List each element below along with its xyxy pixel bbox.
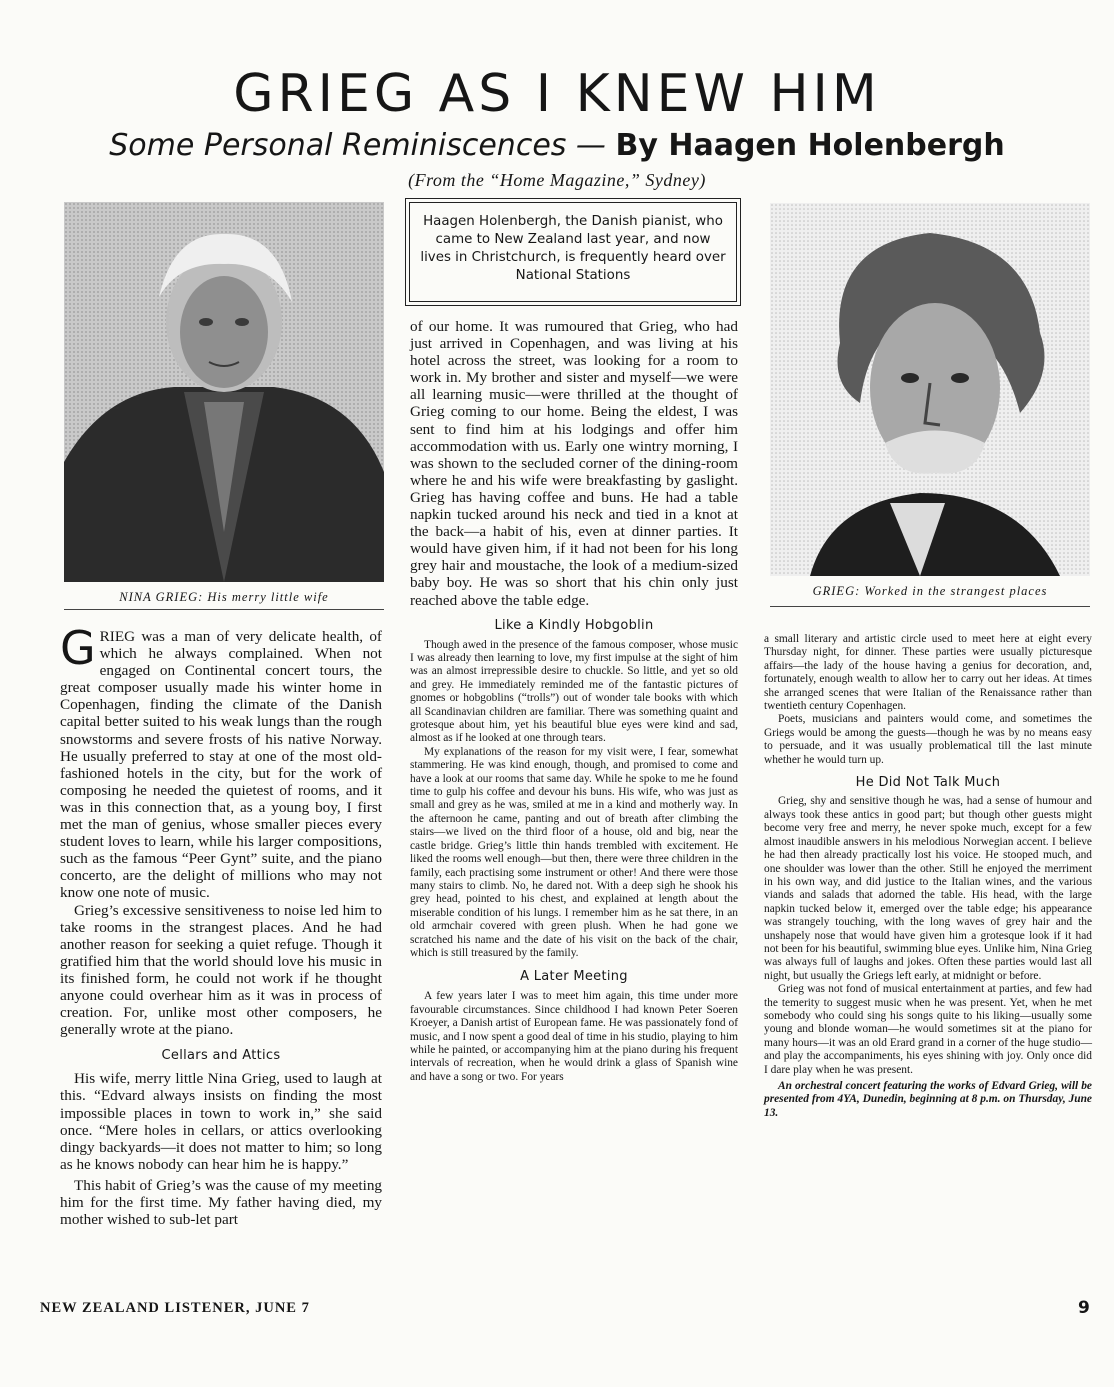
column-1 bbox=[60, 621, 382, 1229]
subhead-cellars-and-attics: Cellars and Attics bbox=[161, 1048, 281, 1064]
portrait-image bbox=[64, 202, 384, 582]
paragraph-opening bbox=[60, 621, 382, 902]
paragraph: My explanations of the reason for my visit were, I fear, somewhat stammering. He was kind enough, though, and promised to come and have a look at our rooms that same day. While he spoke to me he found time to gulp his coffee and devour his buns. His wife, who was just as small and grey as he was, smiled at me in a kind and motherly way. In the afternoon he came, panting and out of breath after climbing the stairs—we lived on the third floor of a house, old and big, near the castle bridge. Grieg’s little thin hands trembled with excitement. He liked the rooms well enough—but then, there were three children in the family, each practising some instrument or other! And there were those many stairs to climb. No, he dared not. With a deep sigh he shook his grey head, pointed to his chest, and explained at length about the miserable condition of his lungs. I remember him as he sat there, in an old armchair covered with green plush. When he had gone we scratched his name and the date of his visit on the back of the chair, which is still treasured by the family. bbox=[410, 745, 738, 959]
article-byline: By Haagen Holenbergh bbox=[615, 128, 1005, 163]
paragraph: Grieg, shy and sensitive though he was, had a sense of humour and always took these antics in good part; but though other guests might become very free and merry, he never spoke much, except for a few almost inaudible answers in his melodious Norwegian accent. I believe he had then already practically lost his voice. He stooped much, and one shoulder was lower than the other. Still he enjoyed the merriment in his own way, and did justice to the Italian wines, and the various viands and salads that adorned the table. His head, with the large napkin tucked below it, emerged over the table edge; his appearance was strangely touching, with the long waves of grey hair and the unshapely nose that would have given him a grotesque look if it had not been for his beautiful, swimming blue eyes. Unlike him, Nina Grieg was always full of laughs and jokes. Often these parties would last all night, but usually the Griegs left early, at midnight or before. bbox=[764, 795, 1092, 982]
paragraph: His wife, merry little Nina Grieg, used to laugh at this. “Edvard always insists on finding the most impossible places in town to work in,” she said once. “Mere holes in cellars, or attics overlooking dingy backyards—it does not matter to him; so long as he knows nobody can hear him he is happy.” bbox=[60, 1070, 382, 1173]
article-source: (From the “Home Magazine,” Sydney) bbox=[408, 170, 706, 190]
paragraph: Poets, musicians and painters would come, and sometimes the Griegs would be among the guests—though he was by no means easy to persuade, and it was usually problematical till the last minute whether he would turn up. bbox=[764, 713, 1092, 766]
paragraph: a small literary and artistic circle used to meet here at eight every Thursday night, for dinner. These parties were usually picturesque affairs—the lady of the house having a genius for decoration, and, fortunately, enough wealth to allow her to carry out her ideas. At times she arranged scenes that were Italian of the Renaissance rather than twentieth century Copenhagen. bbox=[764, 633, 1092, 713]
paragraph-text: RIEG was a man of very delicate health, of which he always complained. When not engaged on Continental concert tours, the great composer usually made his winter home in Copenhagen, finding the climate of the Danish capital better suited to his weak lungs than the rough snowstorms and severe frosts of his native Norway. He usually preferred to stay at one of the most old-fashioned hotels in the city, but for the work of composing he needed the quietest of rooms, and it was in this connection that, as a young boy, I first met the man of genius, whose smaller pieces every student loves to learn, while his larger compositions, such as the famous “Peer Gynt” suite, and the piano concerto, are the delight of millions who may not know one note of music. bbox=[60, 628, 382, 902]
paragraph: Grieg was not fond of musical entertainment at parties, and few had the temerity to suggest music when he was present. Yet, when he met somebody who could sing his songs quite to his liking—usually some young and blonde woman—he would sometimes sit at the piano for many hours—it was an old Erard grand in a corner of the huge studio—and play the accompaniments, his eyes shining with joy. Only once did I dare play when he was present. bbox=[764, 983, 1092, 1076]
portrait-image bbox=[770, 203, 1090, 576]
subhead-like-a-kindly-hobgoblin: Like a Kindly Hobgoblin bbox=[494, 617, 654, 633]
caption-rule bbox=[64, 609, 384, 610]
paragraph: This habit of Grieg’s was the cause of my meeting him for the first time. My father having died, my mother wished to sub-let part bbox=[60, 1176, 382, 1229]
column-3 bbox=[764, 633, 1092, 1120]
intro-text: Haagen Holenbergh, the Danish pianist, who came to New Zealand last year, and now lives in Christchurch, is frequently heard over National Stations bbox=[420, 214, 726, 283]
column-2 bbox=[410, 318, 738, 1084]
subhead-a-later-meeting: A Later Meeting bbox=[520, 969, 628, 985]
article-subtitle-line bbox=[0, 124, 1114, 168]
paragraph: Grieg’s excessive sensitiveness to noise led him to take rooms in the strangest places. And he had another reason for seeking a quiet refuge. Though it gratified him that the world should love his music in its finished form, he could not work if he thought anyone could overhear him as it was in process of creation. For, unlike most other composers, he generally wrote at the piano. bbox=[60, 901, 382, 1039]
page-number: 9 bbox=[1078, 1298, 1090, 1318]
article-headline: GRIEG AS I KNEW HIM bbox=[233, 64, 881, 124]
grieg-caption: GRIEG: Worked in the strangest places bbox=[812, 584, 1048, 598]
paragraph: of our home. It was rumoured that Grieg, who had just arrived in Copenhagen, and was living at his hotel across the street, was looking for a room to work in. My brother and sister and myself—we were all learning music—were thrilled at the thought of Grieg coming to our home. Being the eldest, I was sent to find him at his lodgings and offer him accommodation with us. Early one wintry morning, I was shown to the secluded corner of the dining-room where he and his wife were breakfasting by gaslight. Grieg has having coffee and buns. He had a table napkin tucked around his neck and tied in a knot at the back—a habit of his, even at dinner parties. It would have given him, if it had not been for his long grey hair and moustache, the look of a medium-sized baby boy. He was so short that his chin only just reached above the table edge. bbox=[410, 318, 738, 609]
intro-box bbox=[409, 202, 737, 302]
nina-grieg-caption: NINA GRIEG: His merry little wife bbox=[119, 590, 329, 604]
subhead-he-did-not-talk-much: He Did Not Talk Much bbox=[855, 775, 1001, 791]
nina-grieg-photo bbox=[64, 202, 384, 582]
caption-rule bbox=[770, 606, 1090, 607]
article-subtitle: Some Personal Reminiscences — bbox=[109, 128, 606, 163]
paragraph: A few years later I was to meet him again, this time under more favourable circumstances. Since childhood I had known Peter Soeren Kroeyer, a Danish artist of European fame. He was passionately fond of music, and I now spent a good deal of time in his studio, playing to him while he painted, or accompanying him at the piano during his frequent intervals of recreation, when he would drink a glass of Spanish wine and have a song or two. For years bbox=[410, 990, 738, 1083]
broadcast-credit: An orchestral concert featuring the works of Edvard Grieg, will be presented from 4YA, Dunedin, beginning at 8 p.m. on Thursday, June 13. bbox=[764, 1080, 1092, 1119]
paragraph: Though awed in the presence of the famous composer, whose music I was already then learning to love, my first impulse at the sight of him was an almost irrepressible desire to chuckle. So little, and yet so old and grey. He immediately reminded me of the fantastic pictures of gnomes or hobgoblins (“trolls”) out of wonder tale books with which all Scandinavian children are familiar. There was something quaint and grotesque about him, yet his beautiful blue eyes were kind and sad, almost as if he looked at one through tears. bbox=[410, 638, 738, 745]
drop-cap: G bbox=[60, 621, 96, 675]
publication-footer: NEW ZEALAND LISTENER, JUNE 7 bbox=[40, 1300, 310, 1316]
grieg-photo bbox=[770, 203, 1090, 576]
